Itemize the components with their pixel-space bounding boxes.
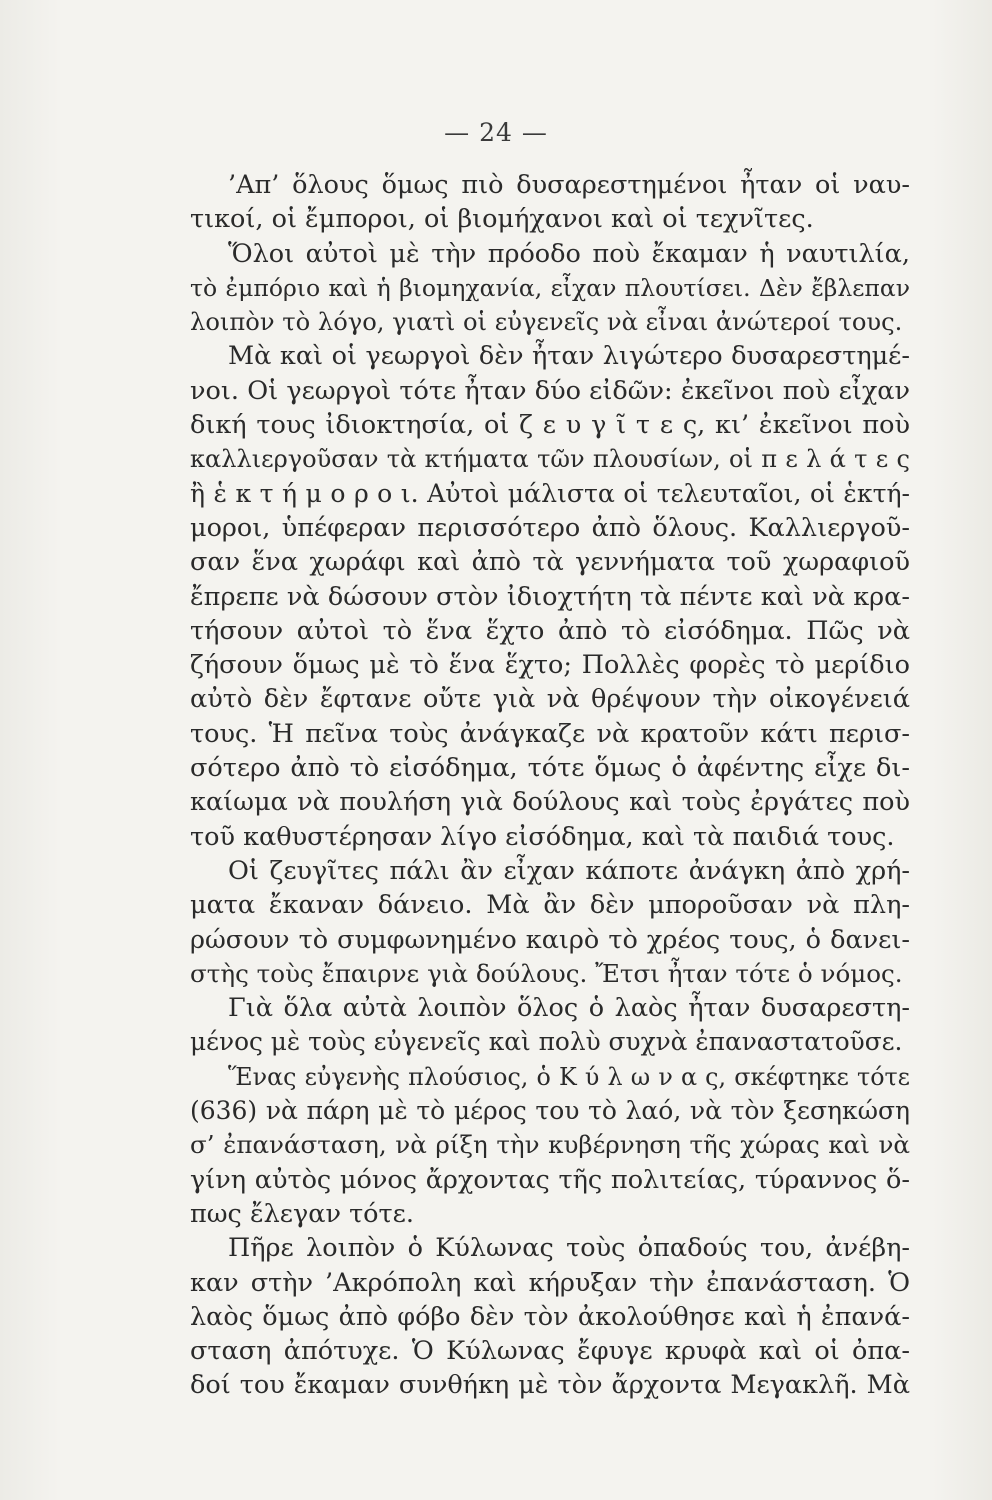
text-line: νοι. Οἱ γεωργοὶ τότε ἦταν δύο εἰδῶν: ἐκεῖνοι ποὺ εἶχαν [190, 375, 910, 406]
text-line: ματα ἔκαναν δάνειο. Μὰ ἂν δὲν μποροῦσαν νὰ πλη- [190, 890, 910, 921]
text-line: δική τους ἰδιοκτησία, οἱ ζ ε υ γ ῖ τ ε ς, κι’ ἐκεῖνοι ποὺ [190, 410, 910, 441]
text-line: σταση ἀπότυχε. Ὁ Κύλωνας ἔφυγε κρυφὰ καὶ οἱ ὀπα- [190, 1336, 910, 1367]
text-line: καλλιεργοῦσαν τὰ κτήματα τῶν πλουσίων, οἱ π ε λ ά τ ε ς [190, 445, 910, 474]
text-line: σ’ ἐπανάσταση, νὰ ρίξη τὴν κυβέρνηση τῆς χώρας καὶ νὰ [190, 1130, 910, 1160]
text-line: (636) νὰ πάρη μὲ τὸ μέρος του τὸ λαό, νὰ τὸν ξεσηκώση [190, 1096, 910, 1126]
text-line: Ὅλοι αὐτοὶ μὲ τὴν πρόοδο ποὺ ἔκαμαν ἡ ναυτιλία, [228, 238, 910, 269]
text-line: μένος μὲ τοὺς εὐγενεῖς καὶ πολὺ συχνὰ ἐπαναστατοῦσε. [190, 1027, 903, 1057]
text-line: λαὸς ὅμως ἀπὸ φόβο δὲν τὸν ἀκολούθησε καὶ ἡ ἐπανά- [190, 1301, 910, 1332]
text-line: ’Απ’ ὅλους ὅμως πιὸ δυσαρεστημένοι ἦταν οἱ ναυ- [228, 170, 910, 200]
text-line: Πῆρε λοιπὸν ὁ Κύλωνας τοὺς ὀπαδούς του, ἀνέβη- [228, 1233, 910, 1264]
text-line: γίνη αὐτὸς μόνος ἄρχοντας τῆς πολιτείας, τύραννος ὅ- [190, 1164, 910, 1195]
text-line: τοῦ καθυστέρησαν λίγο εἰσόδημα, καὶ τὰ παιδιά τους. [190, 821, 895, 852]
text-line: αὐτὸ δὲν ἔφτανε οὔτε γιὰ νὰ θρέψουν τὴν οἰκογένειά [190, 684, 910, 715]
text-line: τὸ ἐμπόριο καὶ ἡ βιομηχανία, εἶχαν πλουτίσει. Δὲν ἔβλεπαν [190, 273, 910, 302]
text-line: καίωμα νὰ πουλήση γιὰ δούλους καὶ τοὺς ἐργάτες ποὺ [190, 787, 910, 818]
text-line: μοροι, ὑπέφεραν περισσότερο ἀπὸ ὅλους. Καλλιεργοῦ- [190, 512, 910, 543]
text-line: ἔπρεπε νὰ δώσουν στὸν ἰδιοχτήτη τὰ πέντε καὶ νὰ κρα- [190, 581, 910, 612]
text-line: στὴς τοὺς ἔπαιρνε γιὰ δούλους. Ἔτσι ἦταν τότε ὁ νόμος. [190, 958, 903, 988]
text-line: ἢ ἑ κ τ ή μ ο ρ ο ι. Αὐτοὶ μάλιστα οἱ τελευταῖοι, οἱ ἑκτή- [190, 478, 910, 508]
text-line: σαν ἕνα χωράφι καὶ ἀπὸ τὰ γεννήματα τοῦ χωραφιοῦ [190, 547, 910, 578]
text-line: λοιπὸν τὸ λόγο, γιατὶ οἱ εὐγενεῖς νὰ εἶναι ἀνώτεροί τους. [190, 308, 903, 337]
text-line: ρώσουν τὸ συμφωνημένο καιρὸ τὸ χρέος τους, ὁ δανει- [190, 924, 910, 955]
page-number: — 24 — [444, 118, 548, 147]
text-line: σότερο ἀπὸ τὸ εἰσόδημα, τότε ὅμως ὁ ἀφέντης εἶχε δι- [190, 753, 910, 784]
text-line: πως ἔλεγαν τότε. [190, 1198, 414, 1229]
text-line: τήσουν αὐτοὶ τὸ ἕνα ἕχτο ἀπὸ τὸ εἰσόδημα. Πῶς νὰ [190, 615, 910, 646]
text-line: ζήσουν ὅμως μὲ τὸ ἕνα ἕχτο; Πολλὲς φορὲς τὸ μερίδιο [190, 650, 910, 681]
text-line: Μὰ καὶ οἱ γεωργοὶ δὲν ἦταν λιγώτερο δυσαρεστημέ- [228, 341, 910, 372]
text-line: τους. Ἡ πεῖνα τοὺς ἀνάγκαζε νὰ κρατοῦν κάτι περισ- [190, 718, 910, 749]
text-line: καν στὴν ’Ακρόπολη καὶ κήρυξαν τὴν ἐπανάσταση. Ὁ [190, 1267, 910, 1298]
text-line: τικοί, οἱ ἔμποροι, οἱ βιομήχανοι καὶ οἱ τεχνῖτες. [190, 204, 814, 235]
text-line: Οἱ ζευγῖτες πάλι ἂν εἶχαν κάποτε ἀνάγκη ἀπὸ χρή- [228, 855, 910, 886]
text-line: Ἕνας εὐγενὴς πλούσιος, ὁ Κ ύ λ ω ν α ς, σκέφτηκε τότε [228, 1062, 910, 1091]
text-line: δοί του ἔκαμαν συνθήκη μὲ τὸν ἄρχοντα Μεγακλῆ. Μὰ [190, 1370, 910, 1401]
body-text [190, 168, 910, 1403]
text-line: Γιὰ ὅλα αὐτὰ λοιπὸν ὅλος ὁ λαὸς ἦταν δυσαρεστη- [228, 993, 910, 1024]
